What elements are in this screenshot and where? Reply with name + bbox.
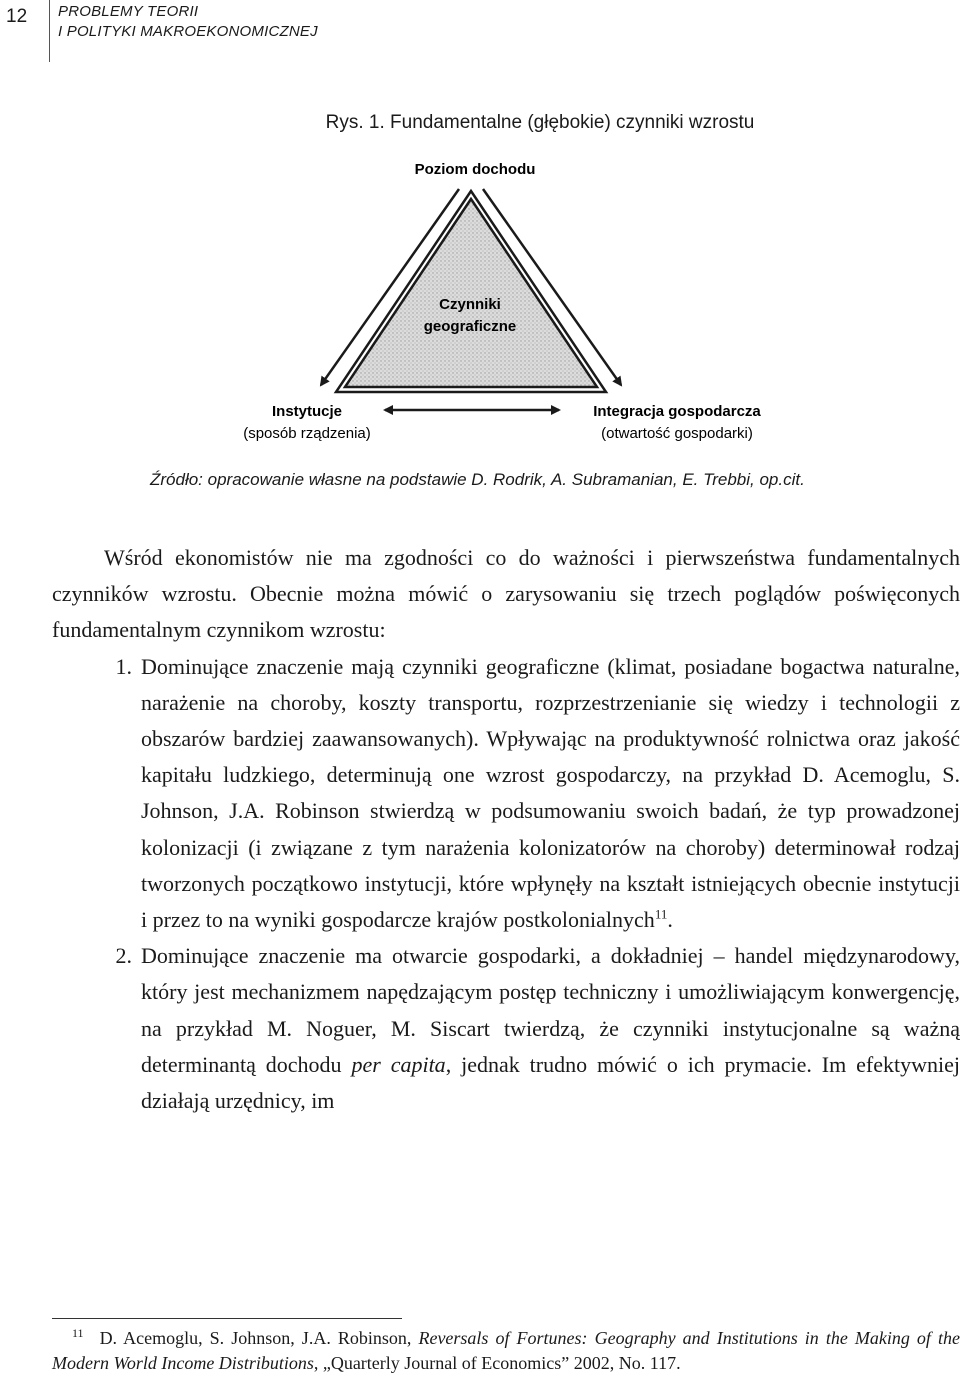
figure-caption: Rys. 1. Fundamentalne (głębokie) czynniki wzrostu — [325, 112, 755, 133]
footnote-divider — [52, 1318, 402, 1319]
list-item — [52, 649, 960, 939]
footnote-authors: D. Acemoglu, S. Johnson, J.A. Robinson, — [99, 1328, 412, 1348]
center-node-label-2: geograficzne — [423, 318, 517, 335]
item2-italic: per capita — [351, 1051, 446, 1077]
header-divider — [49, 0, 50, 62]
body-text — [52, 540, 960, 1119]
item1-end: . — [667, 907, 673, 933]
list-item-number: 2. — [115, 943, 132, 969]
intro-paragraph: Wśród ekonomistów nie ma zgodności co do ważności i pierwszeństwa fundamentalnych czynników wzrostu. Obecnie można mówić o zarysowaniu się trzech poglądów poświęconych fundamentalnym czynnikom wzrostu: — [52, 545, 960, 643]
item1-text: Dominujące znaczenie mają czynniki geograficzne (klimat, posiadane bogactwa naturalne, narażenie na choroby, koszty transportu, rozprzestrzenianie się wiedzy i technologii z obszarów bardziej zaawansowanych). Wpływając na produktywność rolnictwa oraz jakość kapitału ludzkiego, determinują one wzrost gospodarczy, na przykład D. Acemoglu, S. Johnson, J.A. Robinson stwierdzą w podsumowaniu swoich badań, że typ prowadzonej kolonizacji (i związane z tym narażenia kolonizatorów na choroby) determinował rodzaj tworzonych początkowo instytucji, które wpłynęły na kształt istniejących obecnie instytucji i przez to na wyniki gospodarcze krajów postkolonialnych — [141, 653, 960, 933]
item2-text-a: Dominujące znaczenie ma otwarcie gospodarki, a dokładniej – handel międzynarodowy, który jest mechanizmem napędzającym postęp techniczny i umożliwiającym konwergencję, na przykład M. Noguer, M. Siscart twierdzą, że czynniki instytucjonalne są ważną determinantą dochodu — [141, 943, 960, 1077]
running-head-line-1: PROBLEMY TEORII — [58, 3, 199, 20]
triangle-inner — [345, 199, 597, 387]
item2-text-b: , jednak trudno mówić o ich prymacie. Im efektywniej działają urzędnicy, im — [141, 1051, 960, 1114]
footnote-reference: 11 — [654, 906, 668, 922]
left-node-label-1: Instytucje — [271, 403, 343, 420]
page-number: 12 — [6, 6, 28, 27]
running-head-line-2: I POLITYKI MAKROEKONOMICZNEJ — [58, 23, 318, 40]
right-node-label-2: (otwartość gospodarki) — [601, 425, 753, 442]
footnote — [52, 1326, 960, 1376]
right-node-label-1: Integracja gospodarcza — [593, 403, 761, 420]
footnote-number: 11 — [72, 1326, 84, 1340]
list-item-text — [141, 649, 960, 939]
center-node-label-1: Czynniki — [439, 296, 501, 313]
list-item-text — [141, 938, 960, 1119]
running-head — [58, 2, 318, 42]
top-node-label: Poziom dochodu — [414, 161, 536, 178]
footnote-rest: , „Quarterly Journal of Economics” 2002, No. 117. — [313, 1353, 681, 1373]
footnote-title: Reversals of Fortunes: Geography and Institutions in the Making of the Modern World Income Distributions — [52, 1328, 960, 1373]
list-item — [52, 938, 960, 1119]
growth-factors-diagram — [0, 140, 960, 450]
list-item-number: 1. — [115, 653, 132, 679]
left-node-label-2: (sposób rządzenia) — [243, 425, 371, 442]
figure-source: Źródło: opracowanie własne na podstawie D. Rodrik, A. Subramanian, E. Trebbi, op.cit. — [150, 470, 805, 489]
